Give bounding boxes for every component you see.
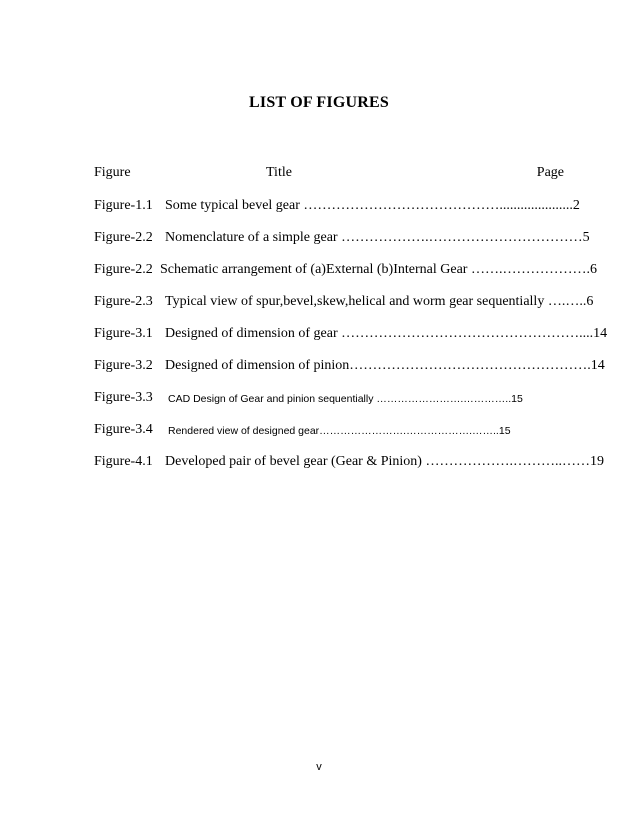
figure-number: Figure-1.1 xyxy=(94,198,153,213)
header-page: Page xyxy=(536,165,564,180)
list-item xyxy=(94,389,564,421)
list-item xyxy=(94,357,605,389)
list-item xyxy=(94,261,597,293)
figure-number: Figure-3.3 xyxy=(94,390,153,405)
figure-number: Figure-3.1 xyxy=(94,326,153,341)
page-title: LIST OF FIGURES xyxy=(249,94,389,111)
figure-entry: Developed pair of bevel gear (Gear & Pinion) ……………….………..……19 xyxy=(165,454,604,469)
figure-entry: Nomenclature of a simple gear ……………….……………………………5 xyxy=(165,230,590,245)
figure-entry: Some typical bevel gear …………………………………….....................2 xyxy=(165,198,580,213)
figure-number: Figure-3.4 xyxy=(94,422,153,437)
list-item xyxy=(94,293,594,325)
figure-entry: Typical view of spur,bevel,skew,helical and worm gear sequentially ….…..6 xyxy=(165,294,594,309)
header-figure: Figure xyxy=(94,165,131,180)
figure-number: Figure-2.3 xyxy=(94,294,153,309)
figure-entry: Designed of dimension of gear ……………………………………………....14 xyxy=(165,326,608,341)
figure-entry: Rendered view of designed gear…………………….……………….……..15 xyxy=(168,425,511,437)
figure-number: Figure-2.2 xyxy=(94,262,153,277)
list-header xyxy=(94,164,564,182)
figure-number: Figure-4.1 xyxy=(94,454,153,469)
figure-entry: Schematic arrangement of (a)External (b)Internal Gear …….……………….6 xyxy=(160,262,597,277)
header-title: Title xyxy=(266,165,292,180)
figure-entry: Designed of dimension of pinion…………………………………………….14 xyxy=(165,358,605,373)
page-number: v xyxy=(316,761,322,773)
figure-entry: CAD Design of Gear and pinion sequentially …………………….…………..15 xyxy=(168,393,523,405)
list-item xyxy=(94,421,564,453)
figure-number: Figure-2.2 xyxy=(94,230,153,245)
list-item xyxy=(94,325,608,357)
figure-number: Figure-3.2 xyxy=(94,358,153,373)
figure-list xyxy=(94,197,608,485)
list-item xyxy=(94,229,590,261)
list-item xyxy=(94,453,604,485)
list-item xyxy=(94,197,580,229)
